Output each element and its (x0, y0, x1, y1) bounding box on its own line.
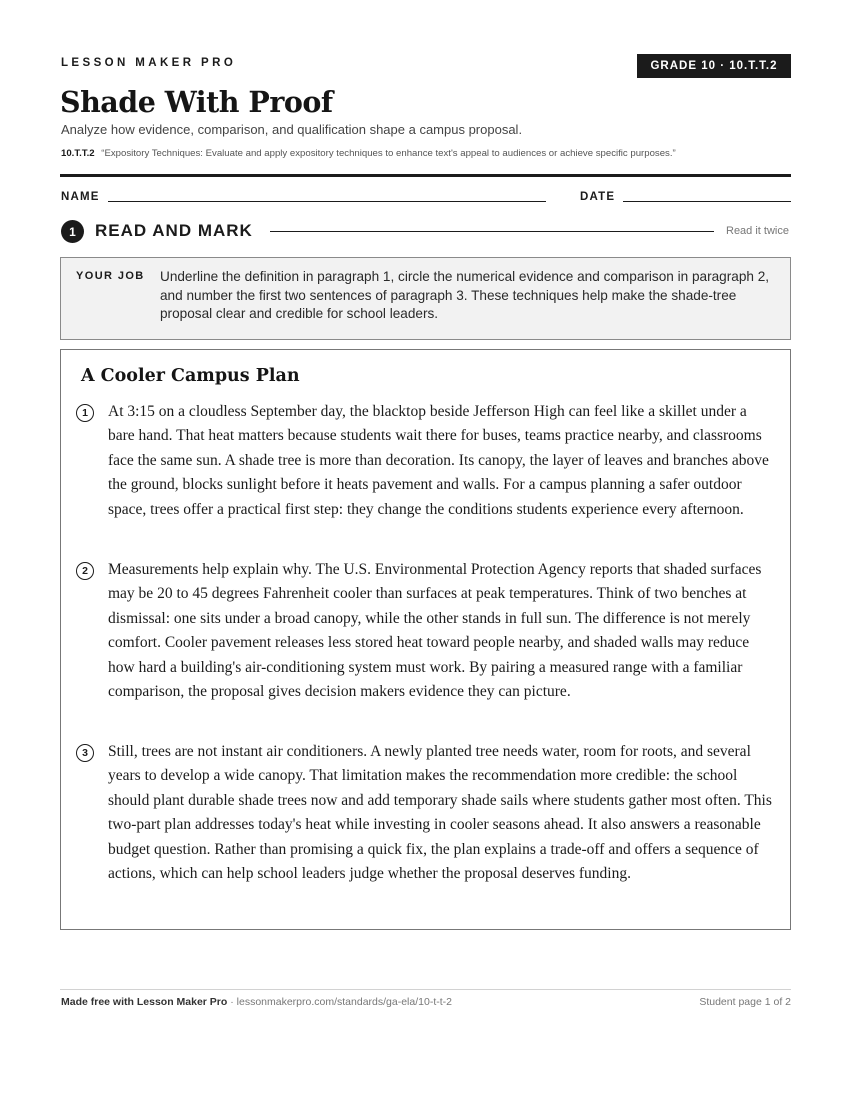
footer-made-with: Made free with Lesson Maker Pro (61, 996, 228, 1008)
instructions-label: YOUR JOB (76, 270, 145, 282)
footer-url[interactable]: · lessonmakerpro.com/standards/ga-ela/10-t-t-2 (227, 996, 452, 1008)
instructions-box (60, 257, 791, 340)
page-subtitle: Analyze how evidence, comparison, and qualification shape a campus proposal. (61, 122, 523, 137)
standard-text: “Expository Techniques: Evaluate and apply expository techniques to enhance text's appeal to audiences or achieve specific purposes.” (101, 148, 676, 159)
section-note: Read it twice (726, 225, 789, 237)
section-number-badge: 1 (61, 220, 84, 243)
header-divider (60, 174, 791, 177)
date-field[interactable] (623, 201, 791, 202)
paragraph-2: Measurements help explain why. The U.S. Environmental Protection Agency reports that shaded surfaces may be 20 to 45 degrees Fahrenheit cooler than surfaces at peak temperatures. Think of two benches at dismissal: one sits under a broad canopy, while the other stands in full sun. The difference is not merely comfort. Cooler pavement releases less stored heat toward people nearby, and shaded walls may reduce how hard a building's air-conditioning system must work. By pairing a measured range with a familiar comparison, the proposal gives decision makers evidence they can picture. (108, 561, 762, 701)
page-title: Shade With Proof (60, 85, 333, 119)
standard-line (61, 148, 676, 159)
brand-name: LESSON MAKER PRO (61, 57, 237, 69)
date-label: DATE (580, 191, 616, 203)
footer-page-number: Student page 1 of 2 (699, 996, 791, 1008)
paragraph-1: At 3:15 on a cloudless September day, the blacktop beside Jefferson High can feel like a skillet under a bare hand. That heat matters because students wait there for buses, teams practice nearby, and classrooms face the same sun. A shade tree is more than decoration. Its canopy, the layer of leaves and branches above the ground, blocks sunlight before it heats pavement and walls. For a campus planning a safer outdoor space, trees offer a practical first step: they change the conditions students experience every afternoon. (108, 403, 769, 518)
paragraph-number-2: 2 (76, 562, 94, 580)
footer-divider (60, 989, 791, 990)
grade-badge: GRADE 10 · 10.T.T.2 (637, 54, 791, 78)
footer-credit (61, 996, 452, 1008)
paragraph-number-1: 1 (76, 404, 94, 422)
passage-title: A Cooler Campus Plan (81, 366, 300, 386)
standard-code: 10.T.T.2 (61, 148, 95, 159)
name-field[interactable] (108, 201, 546, 202)
instructions-text: Underline the definition in paragraph 1, circle the numerical evidence and comparison in paragraph 2, and number the first two sentences of paragraph 3. These techniques help make the shade-tree proposal clear and credible for school leaders. (160, 269, 770, 321)
name-label: NAME (61, 191, 100, 203)
paragraph-number-3: 3 (76, 744, 94, 762)
section-title: READ AND MARK (95, 221, 253, 240)
passage-box (60, 349, 791, 930)
section-rule (270, 231, 714, 232)
paragraph-3: Still, trees are not instant air conditioners. A newly planted tree needs water, room for roots, and several years to develop a wide canopy. That limitation makes the recommendation more credible: the school should plant durable shade trees now and add temporary shade sails where students gather most often. This two-part plan addresses today's heat while investing in cooler seasons ahead. It also answers a reasonable budget question. Rather than promising a quick fix, the plan explains a trade-off and offers a sequence of actions, which can help school leaders judge whether the proposal deserves funding. (108, 743, 772, 883)
